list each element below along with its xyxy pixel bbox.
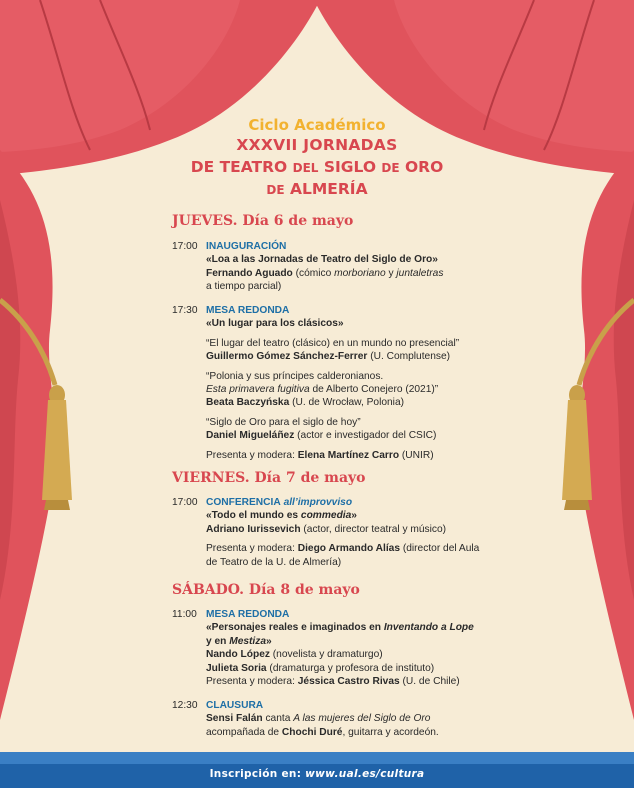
title-italic: Inventando a Lope [383,622,474,634]
almeria-title-line [0,180,634,198]
talk-title-rest: de Alberto Conejero (2021)” [309,384,439,396]
affiliation: (U. Complutense) [367,351,451,363]
title-part: «Todo el mundo es [206,510,301,522]
talk-title: “Polonia y sus príncipes calderonianos. [206,370,384,382]
event-time: 17:00 [172,497,198,508]
day-heading-sabado: SÁBADO. Día 8 de mayo [172,582,360,598]
performance-line [206,712,512,725]
person-name: Fernando Aguado [206,267,293,279]
moderator-line [206,449,512,462]
affiliation: (director del Aula [400,543,480,555]
speaker-line [206,523,512,536]
speaker-line [206,429,512,442]
ciclo-academico-title: Ciclo Académico [248,116,386,134]
registration-link[interactable]: www.ual.es/cultura [305,768,425,780]
affiliation: (dramaturga y profesora de instituto) [266,662,435,674]
event-time: 17:00 [172,241,198,252]
talk-title: “El lugar del teatro (clásico) en un mundo no presencial” [206,337,460,349]
event-person-line [206,267,512,280]
person-name: Beata Baczyńska [206,397,290,409]
event-clausura [172,699,512,739]
event-time: 11:00 [172,609,197,620]
registration-line [0,768,634,780]
event-label-italic: all’improvviso [283,497,353,508]
day-heading-jueves: JUEVES. Día 6 de mayo [172,213,354,229]
person-name: Jéssica Castro Rivas [297,676,400,688]
title-italic: commedia [300,510,352,522]
person-name: Guillermo Gómez Sánchez-Ferrer [206,351,368,363]
performance-title: A las mujeres del Siglo de Oro [293,713,431,725]
jornadas-title: XXXVII JORNADAS [236,136,398,154]
person-name: Chochi Duré [281,726,343,738]
performance-line [206,726,512,739]
moderator-line [206,675,512,688]
person-name: Julieta Soria [206,662,267,674]
speaker-line [206,662,512,675]
person-desc: juntaletras [396,267,444,279]
event-title [206,621,512,634]
day-heading-viernes: VIERNES. Día 7 de mayo [172,470,366,486]
event-label: CONFERENCIA [206,497,281,508]
event-label: CLAUSURA [206,700,264,711]
person-name: Daniel Migueláñez [206,430,295,442]
person-desc: morboriano [334,267,386,279]
moderator-prefix: Presenta y modera: [206,449,298,461]
moderator-prefix: Presenta y modera: [206,543,298,555]
event-label-line [206,496,512,509]
title-word: DE TEATRO [190,158,288,176]
talk-title [206,383,512,396]
event-mesa-redonda-2 [172,608,512,688]
affiliation: (U. de Wrocław, Polonia) [289,397,404,409]
event-title: «Un lugar para los clásicos» [206,318,344,330]
affiliation: de Teatro de la U. de Almería) [206,556,342,568]
event-title [206,509,512,522]
event-inauguracion [172,240,512,294]
person-name: Diego Armando Alías [297,543,401,555]
title-part: » [266,635,272,647]
person-name: Elena Martínez Carro [297,449,400,461]
event-mesa-redonda-1 [172,304,512,462]
registration-label: Inscripción en: [209,768,306,780]
title-part: » [351,510,357,522]
person-name: Nando López [206,649,270,661]
talk-title-italic: Esta primavera fugitiva [206,384,310,396]
title-word: SIGLO [323,158,376,176]
affiliation: (novelista y dramaturgo) [269,649,383,661]
person-desc: (cómico [292,267,335,279]
affiliation: (UNIR) [399,449,434,461]
event-label: MESA REDONDA [206,609,290,620]
speaker-line [206,396,512,409]
speaker-line [206,350,512,363]
person-name: Adriano Iurissevich [206,523,301,535]
title-word: ORO [404,158,444,176]
event-title [206,635,512,648]
teatro-title-line [0,158,634,176]
moderator-prefix: Presenta y modera: [206,676,298,688]
title-part: «Personajes reales e imaginados en [206,622,384,634]
talk-title: “Siglo de Oro para el siglo de hoy” [206,416,361,428]
event-time: 12:30 [172,700,198,711]
event-conferencia [172,496,512,569]
title-word: DE [381,161,400,175]
affiliation: (U. de Chile) [399,676,460,688]
title-italic: Mestiza [229,635,267,647]
performance-text: , guitarra y acordeón. [342,726,439,738]
event-label: MESA REDONDA [206,305,290,316]
affiliation: (actor, director teatral y músico) [300,523,447,535]
performance-text: canta [262,713,294,725]
affiliation: (actor e investigador del CSIC) [294,430,437,442]
performance-text: acompañada de [206,726,282,738]
event-title: «Loa a las Jornadas de Teatro del Siglo de Oro» [206,254,438,266]
person-desc: a tiempo parcial) [206,281,282,293]
event-label: INAUGURACIÓN [206,241,287,252]
moderator-line [206,542,512,555]
event-time: 17:30 [172,305,198,316]
title-part: y en [206,635,230,647]
title-word: DE [266,183,285,197]
speaker-line [206,648,512,661]
person-name: Sensi Falán [206,713,263,725]
person-desc: y [385,267,397,279]
title-word: ALMERÍA [289,180,368,198]
title-word: DEL [292,161,319,175]
